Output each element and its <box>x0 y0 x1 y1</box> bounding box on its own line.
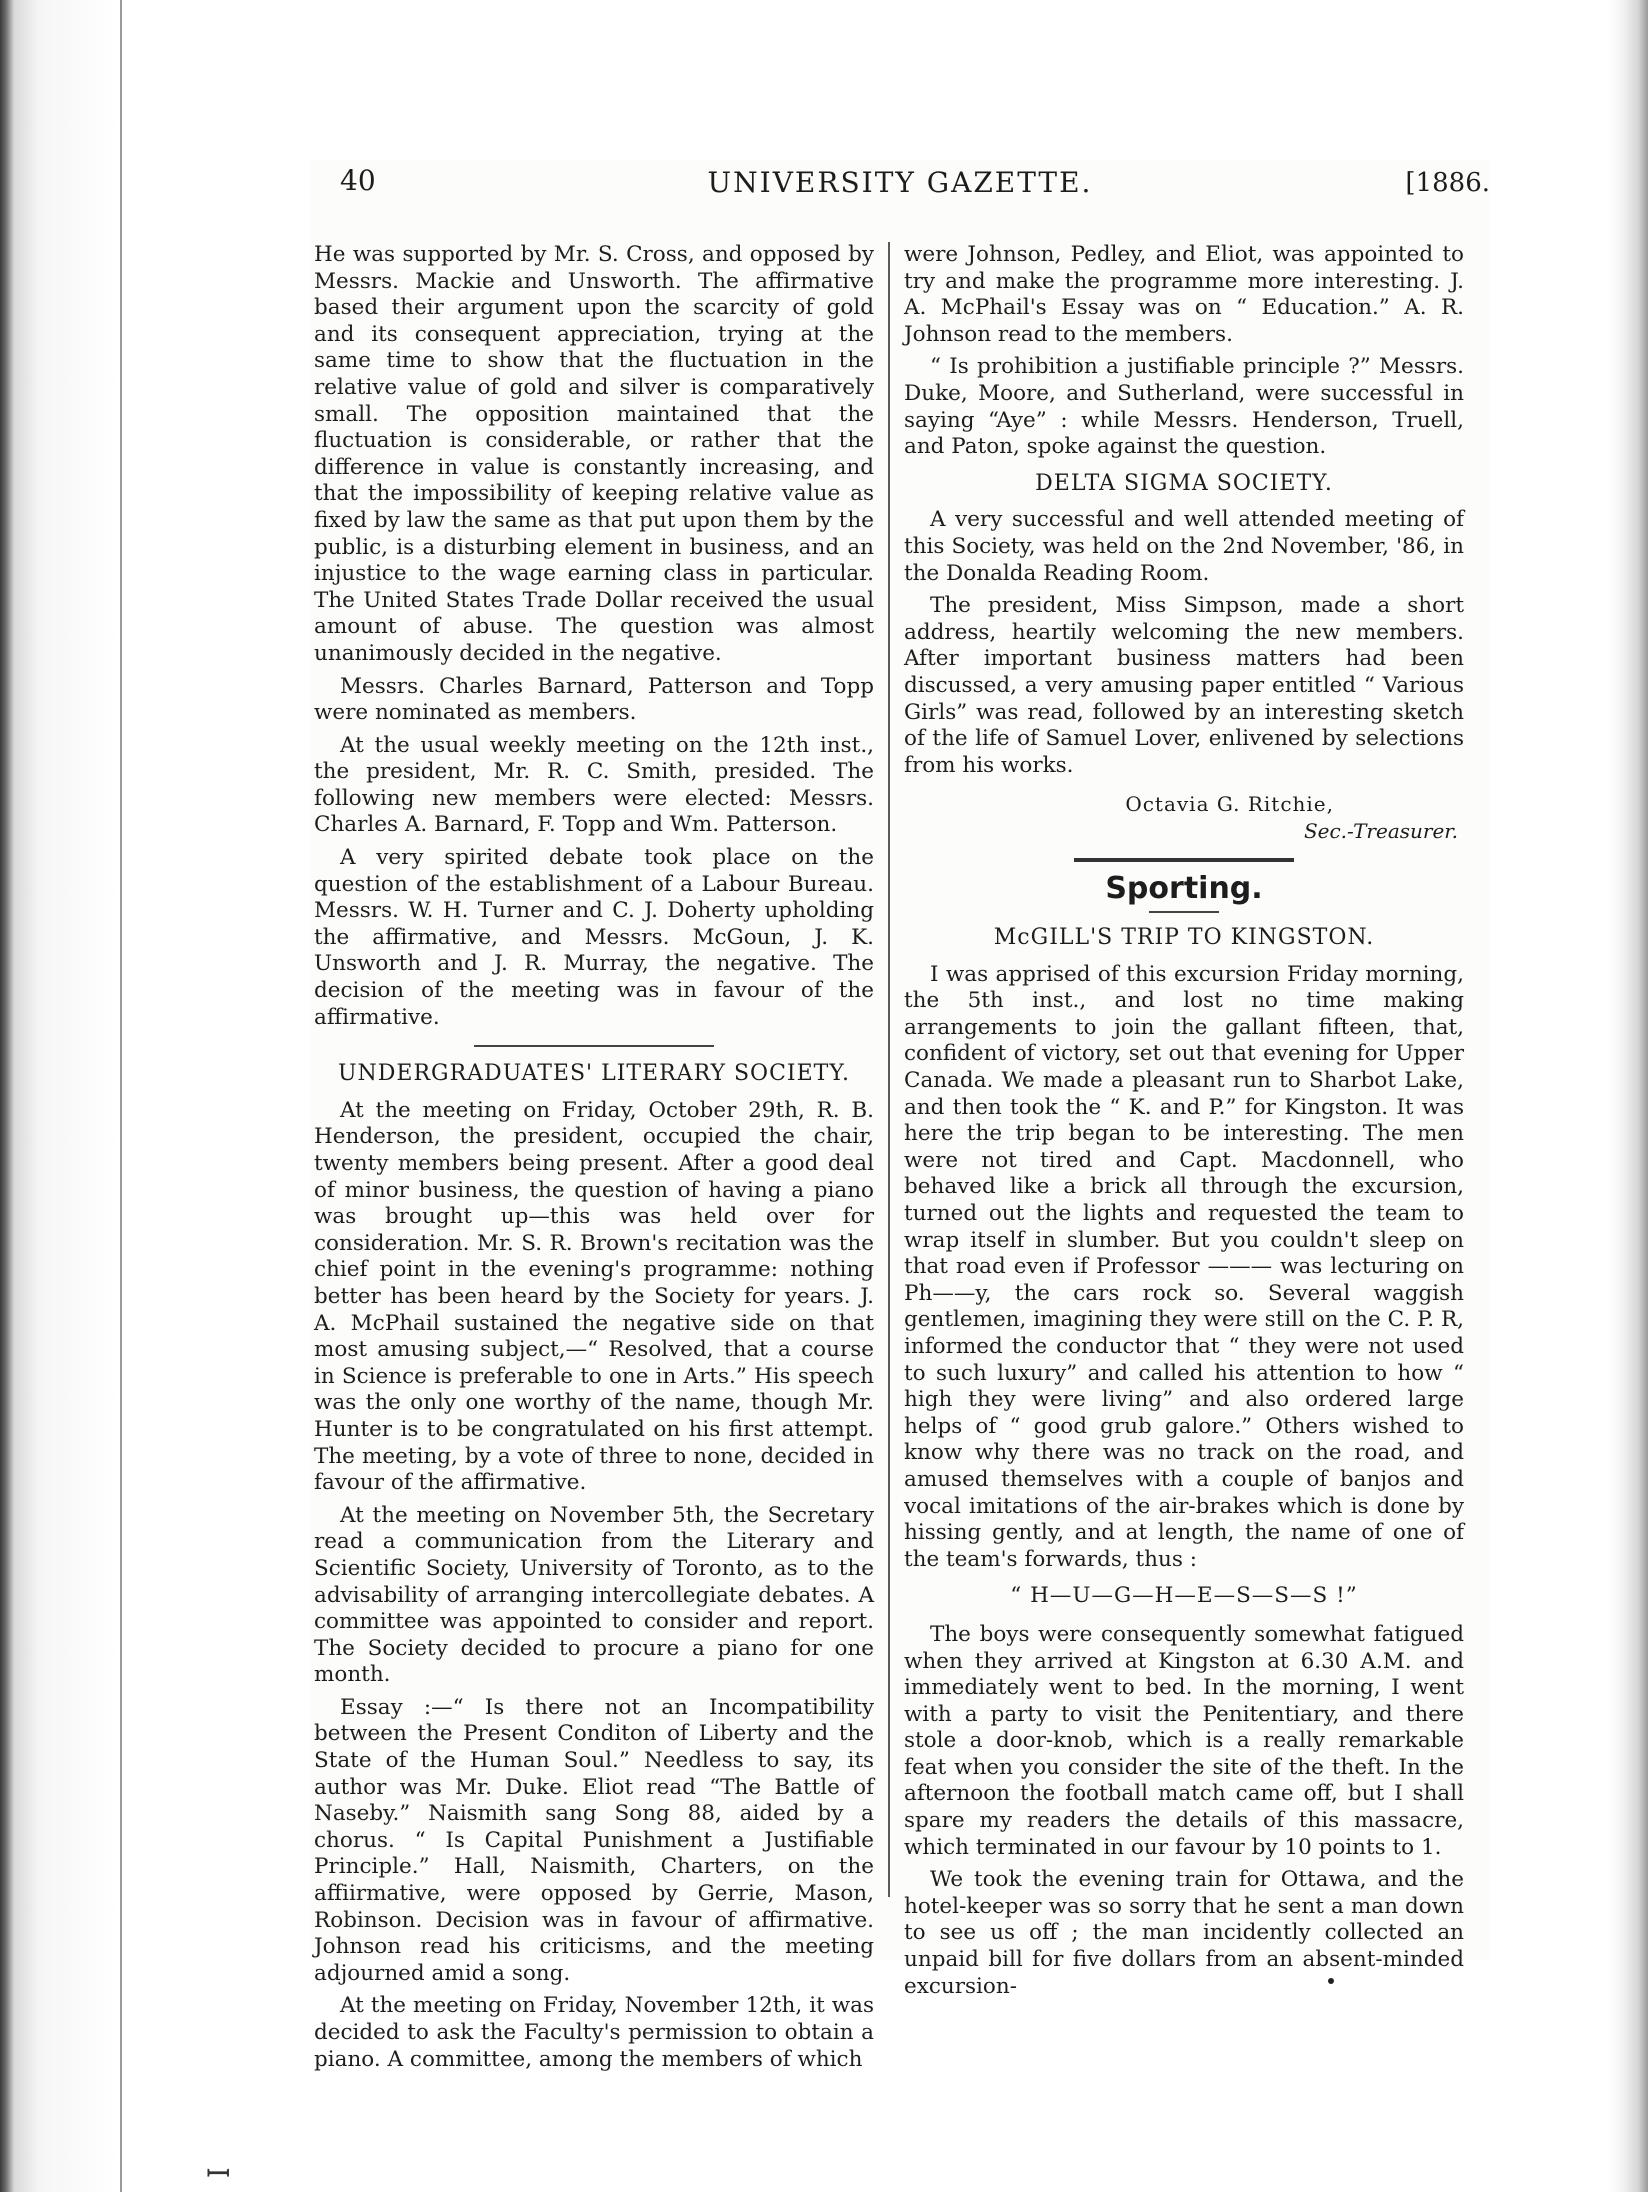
paragraph: He was supported by Mr. S. Cross, and opposed by Messrs. Mackie and Unsworth. The affirmative based their argument upon the scarcity of gold and its consequent appreciation, trying at the same time to show that the fluctuation in the relative value of gold and silver is comparatively small. The opposition maintained that the fluctuation is considerable, or rather that the difference in value is constantly increasing, and that the impossibility of keeping relative value as fixed by law the same as that put upon them by the public, is a disturbing element in business, and an injustice to the wage earning class in particular. The United States Trade Dollar received the usual amount of abuse. The question was almost unanimously decided in the negative. <box>314 242 874 666</box>
section-heading: DELTA SIGMA SOCIETY. <box>1035 470 1333 496</box>
paragraph: “ Is prohibition a justifiable principle ?” Messrs. Duke, Moore, and Sutherland, were successful in saying “Aye” : while Messrs. Henderson, Truell, and Paton, spoke against the question. <box>904 354 1464 460</box>
column-divider <box>888 242 890 1897</box>
signature-title: Sec.-Treasurer. <box>1303 818 1458 843</box>
left-column <box>314 242 874 2079</box>
paragraph: A very successful and well attended meeting of this Society, was held on the 2nd November, '86, in the Donalda Reading Room. <box>904 507 1464 586</box>
page-number: 40 <box>340 164 376 197</box>
section-divider-thick <box>1074 858 1294 862</box>
paragraph: were Johnson, Pedley, and Eliot, was appointed to try and make the programme more interesting. J. A. McPhail's Essay was on “ Education.” A. R. Johnson read to the members. <box>904 242 1464 347</box>
page-header <box>310 160 1490 220</box>
paragraph: A very spirited debate took place on the question of the establishment of a Labour Bureau. Messrs. W. H. Turner and C. J. Doherty upholding the affirmative, and Messrs. McGoun, J. K. Unsworth and J. R. Murray, the negative. The decision of the meeting was in favour of the affirmative. <box>314 845 874 1030</box>
ink-speck <box>1328 1978 1334 1984</box>
section-divider-small <box>1149 911 1219 913</box>
scan-corner-mark: ꟷ <box>206 2157 231 2192</box>
paragraph: At the meeting on Friday, November 12th, it was decided to ask the Faculty's permission to obtain a piano. A committee, among the members of which <box>314 1993 874 2072</box>
paragraph: I was apprised of this excursion Friday morning, the 5th inst., and lost no time making arrangements to join the gallant fifteen, that, confident of victory, set out that evening for Upper Canada. We made a pleasant run to Sharbot Lake, and then took the “ K. and P.” for Kingston. It was here the trip began to be interesting. The men were not tired and Capt. Macdonnell, who behaved like a brick all through the excursion, turned out the lights and requested the team to wrap itself in slumber. But you couldn't sleep on that road even if Professor ——— was lecturing on Ph——y, the cars rock so. Several waggish gentlemen, imagining they were still on the C. P. R, informed the conductor that “ they were not used to such luxury” and called his attention to how “ high they were living” and also ordered large helps of “ good grub galore.” Others wished to know why there was no track on the road, and amused themselves with a couple of banjos and vocal imitations of the air-brakes which is done by hissing gently, and at length, the name of one of the team's forwards, thus : <box>904 961 1464 1572</box>
section-divider <box>474 1045 714 1047</box>
paragraph: We took the evening train for Ottawa, and the hotel-keeper was so sorry that he sent a man down to see us off ; the man incidently collected an unpaid bill for five dollars from an absent-minded excursion- <box>904 1867 1464 1999</box>
paragraph: The boys were consequently somewhat fatigued when they arrived at Kingston at 6.30 A.M. and immediately went to bed. In the morning, I went with a party to visit the Penitentiary, and there stole a door-knob, which is a really remarkable feat when you consider the site of the theft. In the afternoon the football match came off, but I shall spare my readers the details of this massacre, which terminated in our favour by 10 points to 1. <box>904 1621 1464 1860</box>
publication-year: [1886. <box>1405 168 1490 198</box>
scan-border-line <box>120 0 122 2192</box>
paragraph: At the usual weekly meeting on the 12th inst., the president, Mr. R. C. Smith, presided. The following new members were elected: Messrs. Charles A. Barnard, F. Topp and Wm. Patterson. <box>314 732 874 838</box>
paragraph: At the meeting on November 5th, the Secretary read a communication from the Literary and Scientific Society, University of Toronto, as to the advisability of arranging intercollegiate debates. A committee was appointed to consider and report. The Society decided to procure a piano for one month. <box>314 1502 874 1688</box>
paragraph: Essay :—“ Is there not an Incompatibility between the Present Conditon of Liberty and the State of the Human Soul.” Needless to say, its author was Mr. Duke. Eliot read “The Battle of Naseby.” Naismith sang Song 88, aided by a chorus. “ Is Capital Punishment a Justifiable Principle.” Hall, Naismith, Charters, on the affiirmative, were opposed by Gerrie, Mason, Robinson. Decision was in favour of affirmative. Johnson read his criticisms, and the meeting adjourned amid a song. <box>314 1694 874 1986</box>
section-heading: UNDERGRADUATES' LITERARY SOCIETY. <box>337 1061 851 1087</box>
paragraph: Messrs. Charles Barnard, Patterson and Topp were nominated as members. <box>314 673 874 726</box>
paragraph: The president, Miss Simpson, made a short address, heartily welcoming the new members. After important business matters had been discussed, a very amusing paper entitled “ Various Girls” was read, followed by an interesting sketch of the life of Samuel Lover, enlivened by selections from his works. <box>904 593 1464 778</box>
quoted-line: “ H—U—G—H—E—S—S—S !” <box>1010 1583 1358 1609</box>
signature-name: Octavia G. Ritchie, <box>1125 792 1334 817</box>
section-title: Sporting. <box>1105 871 1263 907</box>
paragraph: At the meeting on Friday, October 29th, R. B. Henderson, the president, occupied the chair, twenty members being present. After a good deal of minor business, the question of having a piano was brought up—this was held over for consideration. Mr. S. R. Brown's recitation was the chief point in the evening's programme: nothing better has been heard by the Society for years. J. A. McPhail sustained the negative side on that most amusing subject,—“ Resolved, that a course in Science is preferable to one in Arts.” His speech was the only one worthy of the name, though Mr. Hunter is to be congratulated on his first attempt. The meeting, by a vote of three to none, decided in favour of the affirmative. <box>314 1097 874 1496</box>
publication-title: UNIVERSITY GAZETTE. <box>707 166 1093 199</box>
scan-shadow-left <box>0 0 118 2192</box>
article-heading: McGILL'S TRIP TO KINGSTON. <box>993 925 1375 951</box>
right-column <box>904 242 1464 2006</box>
scan-shadow-right <box>1608 0 1648 2192</box>
newspaper-page <box>310 160 1490 2072</box>
